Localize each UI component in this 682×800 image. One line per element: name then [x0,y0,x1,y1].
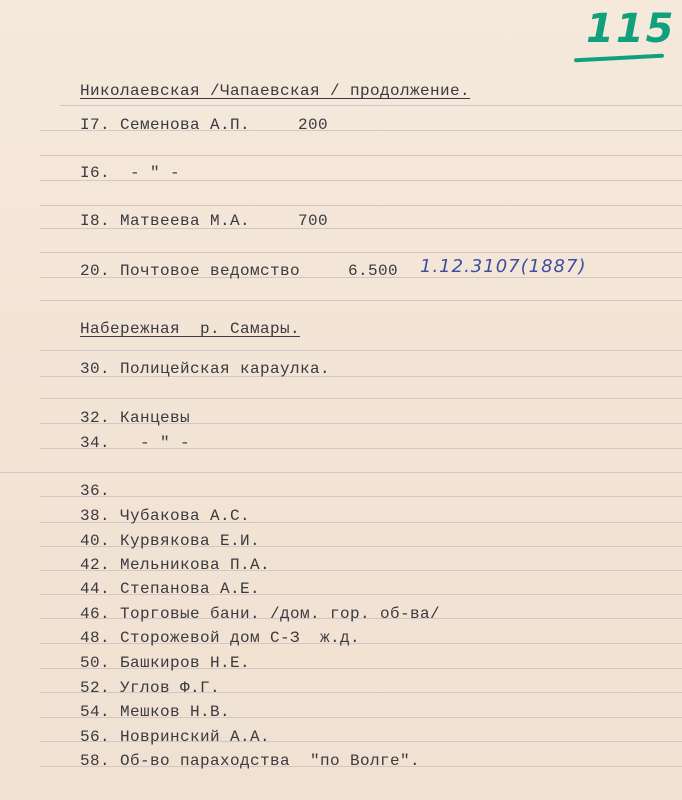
entry-name: Торговые бани. /дом. гор. об-ва/ [120,605,441,623]
page-number: 115 [586,6,676,52]
entry-name: Канцевы [120,409,191,427]
entry-number: 30. [80,360,111,378]
entry-name: Курвякова Е.И. [120,532,261,550]
ruled-line [60,105,682,106]
entry-number: 48. [80,629,111,647]
entry-name: Матвеева М.А. [120,212,251,230]
entry-number: 58. [80,752,111,770]
entry-number: 40. [80,532,111,550]
entry-name: Башкиров Н.Е. [120,654,251,672]
entry-number: 32. [80,409,111,427]
entry-value: 200 [298,116,329,134]
handwritten-note: 1.12.3107(1887) [420,256,587,277]
entry-number: 54. [80,703,111,721]
entry-number: 52. [80,679,111,697]
entry-number: I6. [80,164,111,182]
entry-name: Сторожевой дом С-З ж.д. [120,629,361,647]
ruled-line [40,155,682,156]
ruled-line [40,496,682,497]
entry-number: 38. [80,507,111,525]
entry-name: Полицейская караулка. [120,360,331,378]
ruled-line [40,350,682,351]
entry-number: 34. [80,434,111,452]
entry-number: 56. [80,728,111,746]
entry-name: Новринский А.А. [120,728,271,746]
entry-name: - " - [130,164,181,182]
entry-name: Почтовое ведомство [120,262,301,280]
entry-name: - " - [140,434,191,452]
ruled-line [0,472,682,473]
entry-number: 42. [80,556,111,574]
entry-value: 700 [298,212,329,230]
entry-name: Мешков Н.В. [120,703,231,721]
section-header: Набережная р. Самары. [80,320,301,338]
street-header: Николаевская /Чапаевская / продолжение. [80,82,471,100]
entry-value: 6.500 [348,262,399,280]
entry-name: Чубакова А.С. [120,507,251,525]
ruled-line [40,300,682,301]
entry-name: Мельникова П.А. [120,556,271,574]
ruled-line [40,448,682,449]
entry-name: Углов Ф.Г. [120,679,221,697]
entry-name: Семенова А.П. [120,116,251,134]
entry-number: 50. [80,654,111,672]
entry-number: 36. [80,482,111,500]
entry-number: I8. [80,212,111,230]
entry-name: Об-во параходства "по Волге". [120,752,421,770]
ruled-line [40,398,682,399]
page-number-underline [574,54,664,63]
entry-name: Степанова А.Е. [120,580,261,598]
entry-number: 46. [80,605,111,623]
entry-number: 44. [80,580,111,598]
entry-number: I7. [80,116,111,134]
ruled-line [40,252,682,253]
ruled-line [40,205,682,206]
entry-number: 20. [80,262,111,280]
